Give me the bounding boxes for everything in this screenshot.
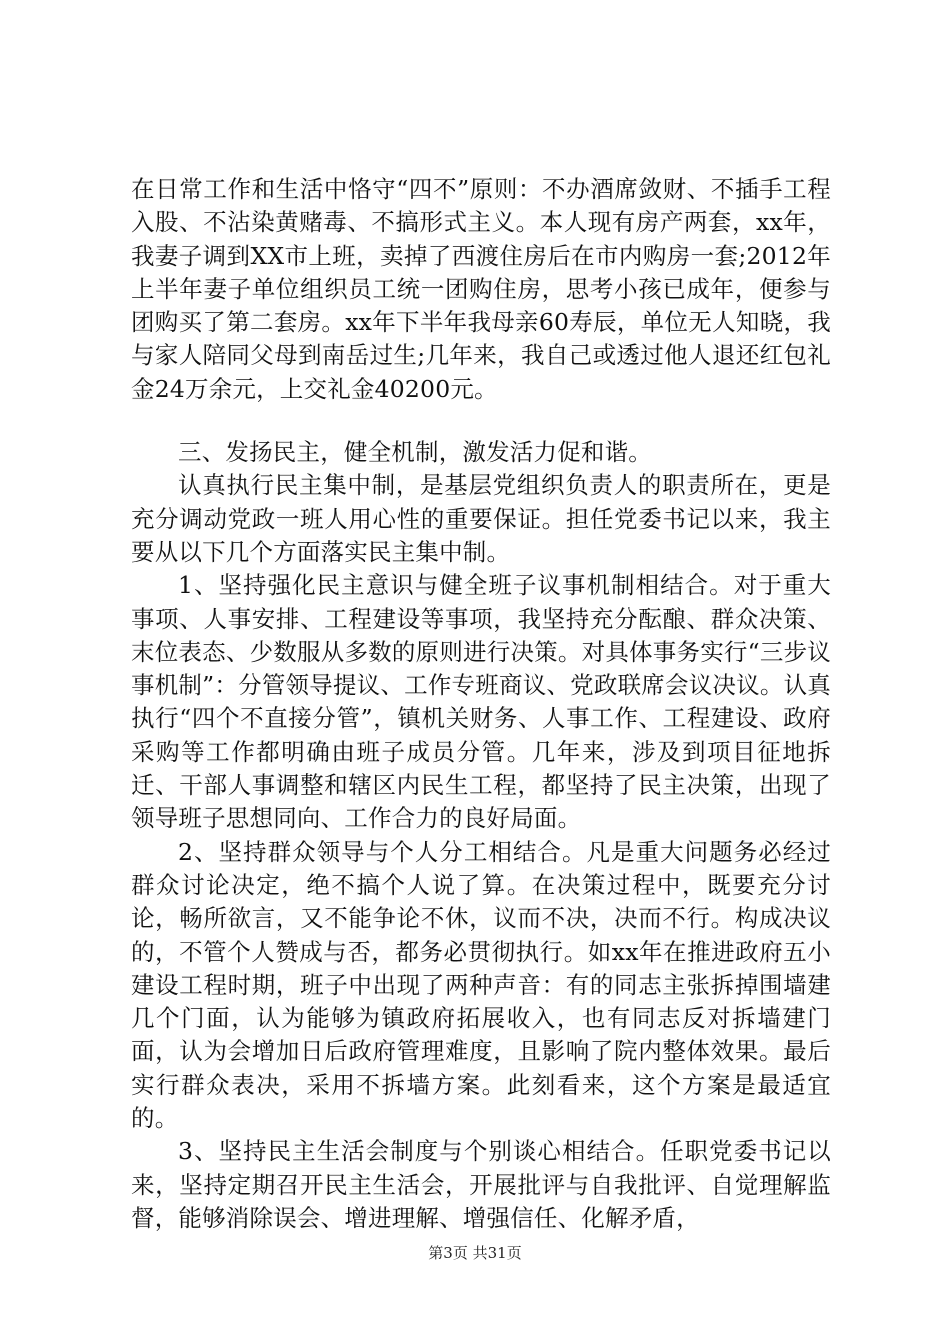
paragraph-point-1: 1、坚持强化民主意识与健全班子议事机制相结合。对于重大事项、人事安排、工程建设等事项，我坚持充分酝酿、群众决策、末位表态、少数服从多数的原则进行决策。对具体事务实行“三步议事机制”：分管领导提议、工作专班商议、党政联席会议决议。认真执行“四个不直接分管”，镇机关财务、人事工作、工程建设、政府采购等工作都明确由班子成员分管。几年来，涉及到项目征地拆迁、干部人事调整和辖区内民生工程，都坚持了民主决策，出现了领导班子思想同向、工作合力的良好局面。 <box>131 571 831 833</box>
paragraph-point-2: 2、坚持群众领导与个人分工相结合。凡是重大问题务必经过群众讨论决定，绝不搞个人说了算。在决策过程中，既要充分讨论，畅所欲言，又不能争论不休，议而不决，决而不行。构成决议的，不管个人赞成与否，都务必贯彻执行。如xx年在推进政府五小建设工程时期，班子中出现了两种声音：有的同志主张拆掉围墙建几个门面，认为能够为镇政府拓展收入，也有同志反对拆墙建门面，认为会增加日后政府管理难度，且影响了院内整体效果。最后实行群众表决，采用不拆墙方案。此刻看来，这个方案是最适宜的。 <box>131 837 831 1133</box>
paragraph-property-declaration: 在日常工作和生活中恪守“四不”原则：不办酒席敛财、不插手工程入股、不沾染黄赌毒、不搞形式主义。本人现有房产两套，xx年，我妻子调到XX市上班，卖掉了西渡住房后在市内购房一套;2012年上半年妻子单位组织员工统一团购住房，思考小孩已成年，便参与团购买了第二套房。xx年下半年我母亲60寿辰，单位无人知晓，我与家人陪同父母到南岳过生;几年来，我自己或透过他人退还红包礼金24万余元，上交礼金40200元。 <box>131 175 831 403</box>
paragraph-democratic-centralism: 认真执行民主集中制，是基层党组织负责人的职责所在，更是充分调动党政一班人用心性的重要保证。担任党委书记以来，我主要从以下几个方面落实民主集中制。 <box>131 471 831 566</box>
section-heading: 三、发扬民主，健全机制，激发活力促和谐。 <box>178 438 652 467</box>
document-body <box>131 173 831 1235</box>
paragraph-point-3: 3、坚持民主生活会制度与个别谈心相结合。任职党委书记以来，坚持定期召开民主生活会，开展批评与自我批评、自觉理解监督，能够消除误会、增进理解、增强信任、化解矛盾， <box>131 1137 831 1232</box>
page-number-footer: 第3页 共31页 <box>428 1244 522 1262</box>
